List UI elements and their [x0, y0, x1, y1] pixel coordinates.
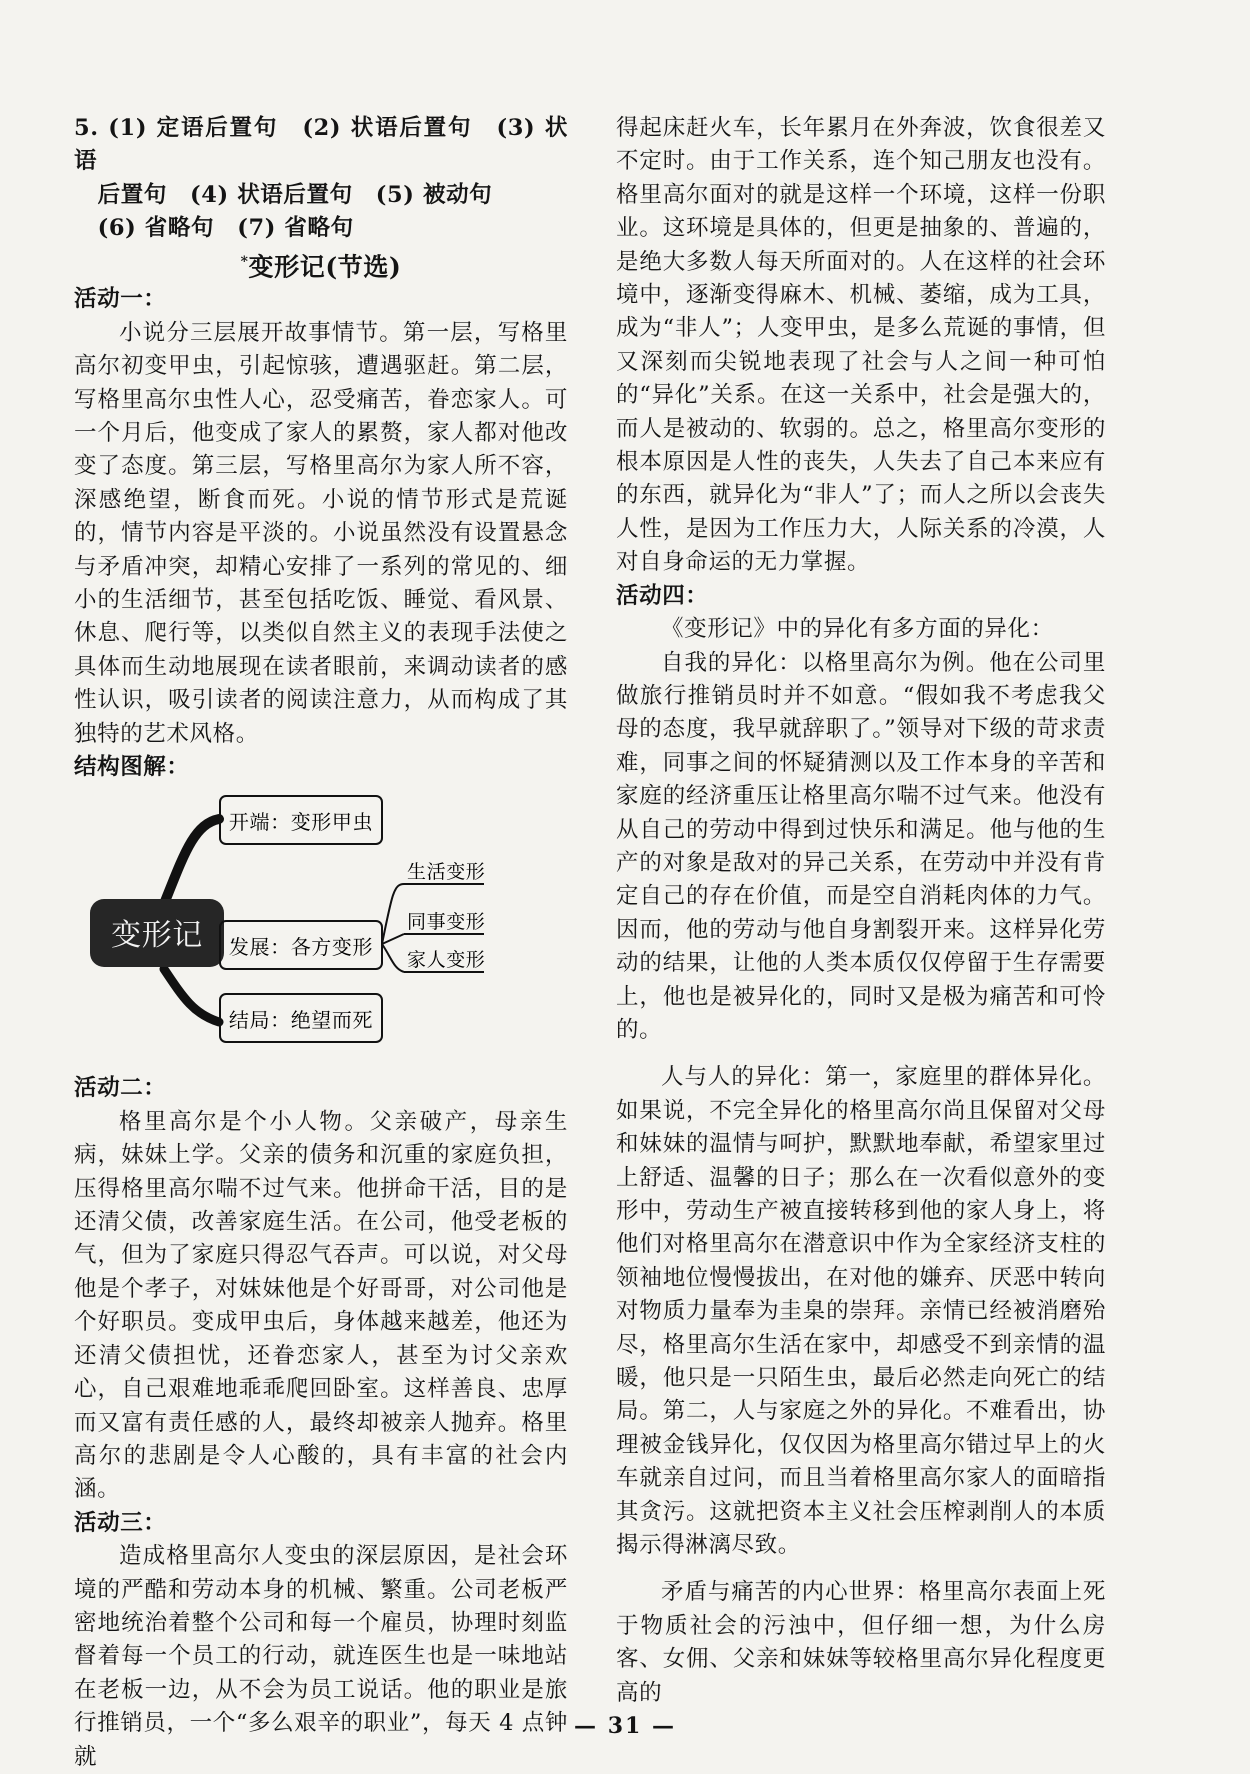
activity-3-heading: 活动三：: [74, 1509, 167, 1536]
activity-4-heading: 活动四：: [616, 582, 709, 609]
sub-branch-2: [382, 934, 404, 944]
interpersonal-alienation-text: 人与人的异化：第一，家庭里的群体异化。如果说，不完全异化的格里高尔尚且保留对父母和妹妹的温情与呵护，默默地奉献，希望家里过上舒适、温馨的日子；那么在一次看似意外的变形中，劳动生产被直接转移到他的家人身上，将他们对格里高尔在潜意识中作为全家经济支柱的领袖地位慢慢拔出，在对他的嫌弃、厌恶中转向对物质力量奉为圭臬的崇拜。亲情已经被消磨殆尽，格里高尔生活在家中，却感受不到亲情的温暖，他只是一只陌生虫，最后必然走向死亡的结局。第二，人与家庭之外的异化。不难看出，协理被金钱异化，仅仅因为格里高尔错过早上的火车就亲自过问，而且当着格里高尔家人的面暗指其贪污。这就把资本主义社会压榨剥削人的本质揭示得淋漓尽致。: [616, 1064, 1106, 1559]
branch-start: [164, 819, 219, 904]
structure-mindmap: [74, 784, 568, 1072]
sub-1-label: 生活变形: [407, 861, 486, 884]
sub-branch-3: [382, 944, 404, 972]
title-text: 变形记(节选): [248, 251, 402, 281]
start-node-label: 开端：变形甲虫: [228, 810, 374, 835]
left-column: [74, 112, 568, 1774]
activity-3-text: 造成格里高尔人变虫的深层原因，是社会环境的严酷和劳动本身的机械、繁重。公司老板严密地统治着整个公司和每一个雇员，协理时刻监督着每一个员工的行动，就连医生也是一味地站在老板一边，从不会为员工说话。他的职业是旅行推销员，一个“多么艰辛的职业”，每天 4 点钟就: [74, 1543, 568, 1770]
activity-2-text: 格里高尔是个小人物。父亲破产，母亲生病，妹妹上学。父亲的债务和沉重的家庭负担，压得格里高尔喘不过气来。他拼命干活，目的是还清父债，改善家庭生活。在公司，他受老板的气，但为了家庭只得忍气吞声。可以说，对父母他是个孝子，对妹妹他是个好哥哥，对公司他是个好职员。变成甲虫后，身体越来越差，他还为还清父债担忧，还眷恋家人，甚至为讨父亲欢心，自己艰难地乖乖爬回卧室。这样善良、忠厚而又富有责任感的人，最终却被亲人抛弃。格里高尔的悲剧是令人心酸的，具有丰富的社会内涵。: [74, 1108, 568, 1503]
q5-line-1: 5. (1) 定语后置句 (2) 状语后置句 (3) 状语: [74, 115, 568, 175]
page-number: — 31 —: [574, 1713, 676, 1739]
section-title: [74, 246, 568, 284]
activity-1-text: 小说分三层展开故事情节。第一层，写格里高尔初变甲虫，引起惊骇，遭遇驱赶。第二层，写格里高尔虫性人心，忍受痛苦，眷恋家人。可一个月后，他变成了家人的累赘，家人都对他改变了态度。第三层，写格里高尔为家人所不容，深感绝望，断食而死。小说的情节形式是荒诞的，情节内容是平淡的。小说虽然没有设置悬念与矛盾冲突，却精心安排了一系列的常见的、细小的生活细节，甚至包括吃饭、睡觉、看风景、休息、爬行等，以类似自然主义的表现手法使之具体而生动地展现在读者眼前，来调动读者的感性认识，吸引读者的阅读注意力，从而构成了其独特的艺术风格。: [74, 319, 568, 747]
self-alienation-text: 自我的异化：以格里高尔为例。他在公司里做旅行推销员时并不如意。“假如我不考虑我父母的态度，我早就辞职了。”领导对下级的苛求责难，同事之间的怀疑猜测以及工作本身的辛苦和家庭的经济重压让格里高尔喘不过气来。他没有从自己的劳动中得到过快乐和满足。他与他的生产的对象是敌对的异己关系，在劳动中并没有肯定自己的存在价值，而是空自消耗肉体的力气。因而，他的劳动与他自身割裂开来。这样异化劳动的结果，让他的人类本质仅仅停留于生存需要上，他也是被异化的，同时又是极为痛苦和可怜的。: [616, 649, 1106, 1043]
branch-end: [164, 969, 219, 1022]
develop-node-label: 发展：各方变形: [228, 935, 374, 960]
mindmap-svg: [74, 784, 568, 1072]
right-column: [616, 112, 1106, 1710]
title-star: *: [240, 253, 249, 270]
q5-line-2: 后置句 (4) 状语后置句 (5) 被动句: [97, 181, 493, 208]
activity-1-heading: 活动一：: [74, 286, 167, 313]
sub-3-label: 家人变形: [407, 949, 486, 972]
activity-4-intro: 《变形记》中的异化有多方面的异化：: [661, 616, 1054, 643]
activity-2-heading: 活动二：: [74, 1075, 167, 1102]
structure-heading: 结构图解：: [74, 754, 190, 781]
end-node-label: 结局：绝望而死: [228, 1008, 374, 1033]
center-node-label: 变形记: [111, 918, 203, 954]
sub-2-label: 同事变形: [407, 911, 486, 934]
q5-line-3: (6) 省略句 (7) 省略句: [97, 215, 354, 242]
inner-world-text: 矛盾与痛苦的内心世界：格里高尔表面上死于物质社会的污浊中，但仔细一想，为什么房客、女佣、父亲和妹妹等较格里高尔异化程度更高的: [616, 1579, 1106, 1706]
activity-3-continued: 得起床赶火车，长年累月在外奔波，饮食很差又不定时。由于工作关系，连个知己朋友也没有。格里高尔面对的就是这样一个环境，这样一份职业。这环境是具体的，但更是抽象的、普遍的，是绝大多数人每天所面对的。人在这样的社会环境中，逐渐变得麻木、机械、萎缩，成为工具，成为“非人”；人变甲虫，是多么荒诞的事情，但又深刻而尖锐地表现了社会与人之间一种可怕的“异化”关系。在这一关系中，社会是强大的，而人是被动的、软弱的。总之，格里高尔变形的根本原因是人性的丧失，人失去了自己本来应有的东西，就异化为“非人”了；而人之所以会丧失人性，是因为工作压力大，人际关系的冷漠，人对自身命运的无力掌握。: [616, 115, 1106, 576]
